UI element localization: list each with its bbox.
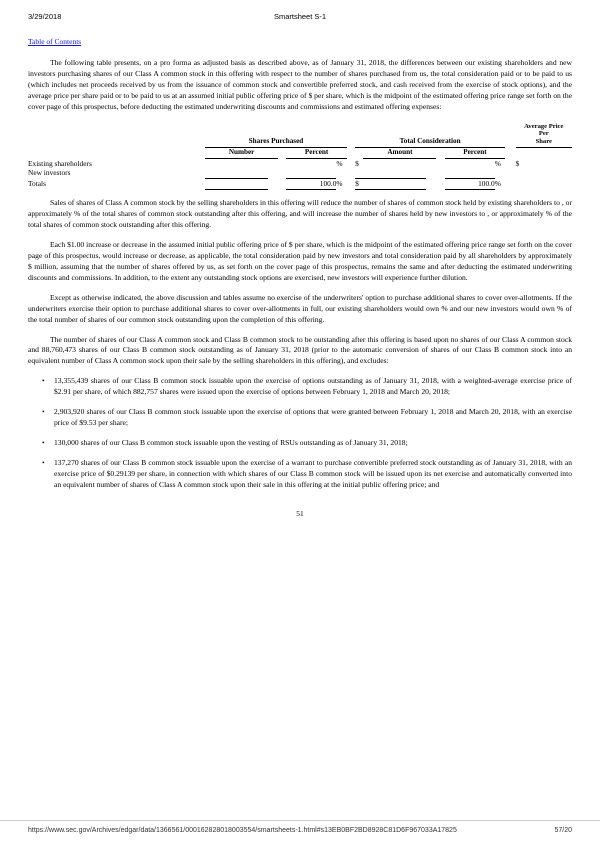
table-row <box>28 159 572 168</box>
bullet-marker-icon: • <box>42 376 45 386</box>
cell-new-percent-shares-symbol <box>336 168 346 177</box>
table-group-header-row <box>28 123 572 149</box>
row-label-new-investors: New investors <box>28 168 71 178</box>
group-header-total-consideration: Total Consideration <box>355 123 505 149</box>
page-number: 51 <box>296 508 304 518</box>
list-item-text: 13,355,439 shares of our Class B common stock issuable upon the exercise of options outstanding as of January 31, 2018, with a weighted-average exercise price of $2.91 per share, of which 882,757 shares were issued upon the exercise of options between February 1, 2018 and March 20, 2018; <box>54 376 572 397</box>
paragraph-3: Each $1.00 increase or decrease in the assumed initial public offering price of $ per share, which is the midpoint of the estimated offering price range set forth on the cover page of this prospectus, would increase or decrease, as applicable, the total consideration paid by new investors and total consideration paid by all shareholders by approximately $ million, assuming that the number of shares offered by us, as set forth on the cover page of this prospectus, remains the same and after deducting the estimated underwriting discounts and commissions. In addition, to the extent any outstanding stock options are exercised, new investors will experience further dilution. <box>28 240 572 282</box>
cell-existing-percent-shares <box>286 159 336 168</box>
cell-existing-percent-total-symbol: % <box>494 159 501 169</box>
list-item <box>28 407 572 429</box>
list-item <box>28 376 572 398</box>
column-header-amount: Amount <box>363 148 436 159</box>
browser-print-footer <box>0 820 600 834</box>
footer-page-indicator: 57/20 <box>554 827 572 834</box>
bullet-marker-icon: • <box>42 407 45 417</box>
table-column-header-row <box>28 148 572 159</box>
list-item-text: 130,000 shares of our Class B common stock issuable upon the vesting of RSUs outstanding as of January 31, 2018; <box>54 438 408 448</box>
cell-totals-number <box>205 179 268 189</box>
cell-totals-percent-shares-symbol: % <box>336 179 343 189</box>
cell-existing-avg-symbol: $ <box>515 159 520 169</box>
list-item-text: 137,270 shares of our Class B common stock issuable upon the exercise of a warrant to purchase convertible preferred stock outstanding as of January 31, 2018, with an exercise price of $0.29139 per share, in connection with which shares of our Class B common stock will be issued upon its net exercise and automatically converted into an equivalent number of shares of Class A common stock upon their sale in this offering at the initial public offering price; and <box>54 457 572 489</box>
table-total-rule-row <box>28 188 572 190</box>
cell-new-percent-total <box>445 168 495 177</box>
cell-new-amount <box>363 168 426 177</box>
bullet-marker-icon: • <box>42 457 45 467</box>
cell-totals-percent-shares: 100.0 <box>319 179 337 189</box>
list-item-text: 2,903,920 shares of our Class B common stock issuable upon the exercise of options that were granted between February 1, 2018 and March 20, 2018, with an exercise price of $9.53 per share; <box>54 407 572 428</box>
cell-totals-amount <box>363 179 426 189</box>
paragraph-4: Except as otherwise indicated, the above discussion and tables assume no exercise of the underwriters' option to purchase additional shares to cover over-allotments. If the underwriters exercise their option to purchase additional shares to cover over-allotments in full, our existing shareholders would own % and our new investors would own % of the total number of shares of our common stock outstanding upon the completion of this offering. <box>28 292 572 324</box>
cell-new-avg-symbol <box>516 168 524 177</box>
cell-existing-percent-total <box>445 159 495 168</box>
cell-existing-amount <box>363 159 426 168</box>
bullet-marker-icon: • <box>42 438 45 448</box>
table-row <box>28 179 572 189</box>
capitalization-table <box>28 123 572 191</box>
list-item <box>28 438 572 449</box>
header-date: 3/29/2018 <box>28 12 62 21</box>
cell-new-percent-shares <box>286 168 336 177</box>
cell-totals-avg-price <box>524 179 572 189</box>
group-header-average-price: Average Price Per Share <box>516 123 572 149</box>
cell-existing-avg-price <box>524 159 572 168</box>
table-row <box>28 168 572 177</box>
page-content <box>28 12 572 518</box>
table-of-contents-link[interactable]: Table of Contents <box>28 37 82 46</box>
group-header-shares-purchased: Shares Purchased <box>205 123 347 149</box>
row-label-existing-shareholders: Existing shareholders <box>28 159 92 169</box>
paragraph-1: The following table presents, on a pro forma as adjusted basis as described above, as of January 31, 2018, the differences between our existing shareholders and new investors purchasing shares of our Class A common stock in this offering with respect to the number of shares purchased from us, the total consideration paid or to be paid to us (which includes net proceeds received by us from the issuance of common stock and convertible preferred stock, and cash received from the exercise of stock options), and the average price per share paid or to be paid to us at an assumed initial public offering price of $ per share, which is the midpoint of the estimated offering price range set forth on the cover page of this prospectus, before deducting the estimated underwriting discounts and commissions and estimated offering expenses: <box>28 58 572 111</box>
cell-new-avg-price <box>524 168 572 177</box>
cell-totals-amount-symbol: $ <box>355 179 359 189</box>
cell-new-number <box>205 168 268 177</box>
paragraph-5: The number of shares of our Class A common stock and Class B common stock to be outstanding after this offering is based upon no shares of our Class A common stock and 88,760,473 shares of our Class B common stock outstanding as of January 31, 2018 (prior to the automatic conversion of shares of our Class B common stock into an equivalent number of Class A common stock upon their sale by the selling shareholders in this offering), and excludes: <box>28 334 572 366</box>
list-item <box>28 458 572 491</box>
cell-totals-percent-total-symbol: % <box>494 179 501 189</box>
column-header-number: Number <box>205 148 278 159</box>
row-label-totals: Totals <box>28 179 46 189</box>
cell-new-amount-symbol <box>355 168 363 177</box>
cell-new-percent-total-symbol <box>495 168 505 177</box>
cell-existing-percent-shares-symbol: % <box>336 159 343 169</box>
cell-totals-percent-total: 100.0 <box>478 179 495 189</box>
cell-totals-avg-symbol <box>516 179 524 189</box>
column-header-percent-shares: Percent <box>286 148 346 159</box>
page-header <box>28 12 572 21</box>
footer-url: https://www.sec.gov/Archives/edgar/data/1366561/000162828018003554/smartsheets-1.html#s13EB0BF2BD8928C81D6F967033A17825 <box>28 827 457 834</box>
exclusions-list <box>28 376 572 490</box>
header-title: Smartsheet S-1 <box>273 12 327 21</box>
column-header-percent-total: Percent <box>445 148 505 159</box>
cell-existing-number <box>205 159 268 168</box>
paragraph-2: Sales of shares of Class A common stock by the selling shareholders in this offering will reduce the number of shares of common stock held by existing shareholders to , or approximately % of the total shares of common stock outstanding after this offering, and will increase the number of shares held by new investors to , or approximately % of the total shares of common stock outstanding after this offering. <box>28 198 572 230</box>
cell-existing-amount-symbol: $ <box>355 159 359 169</box>
